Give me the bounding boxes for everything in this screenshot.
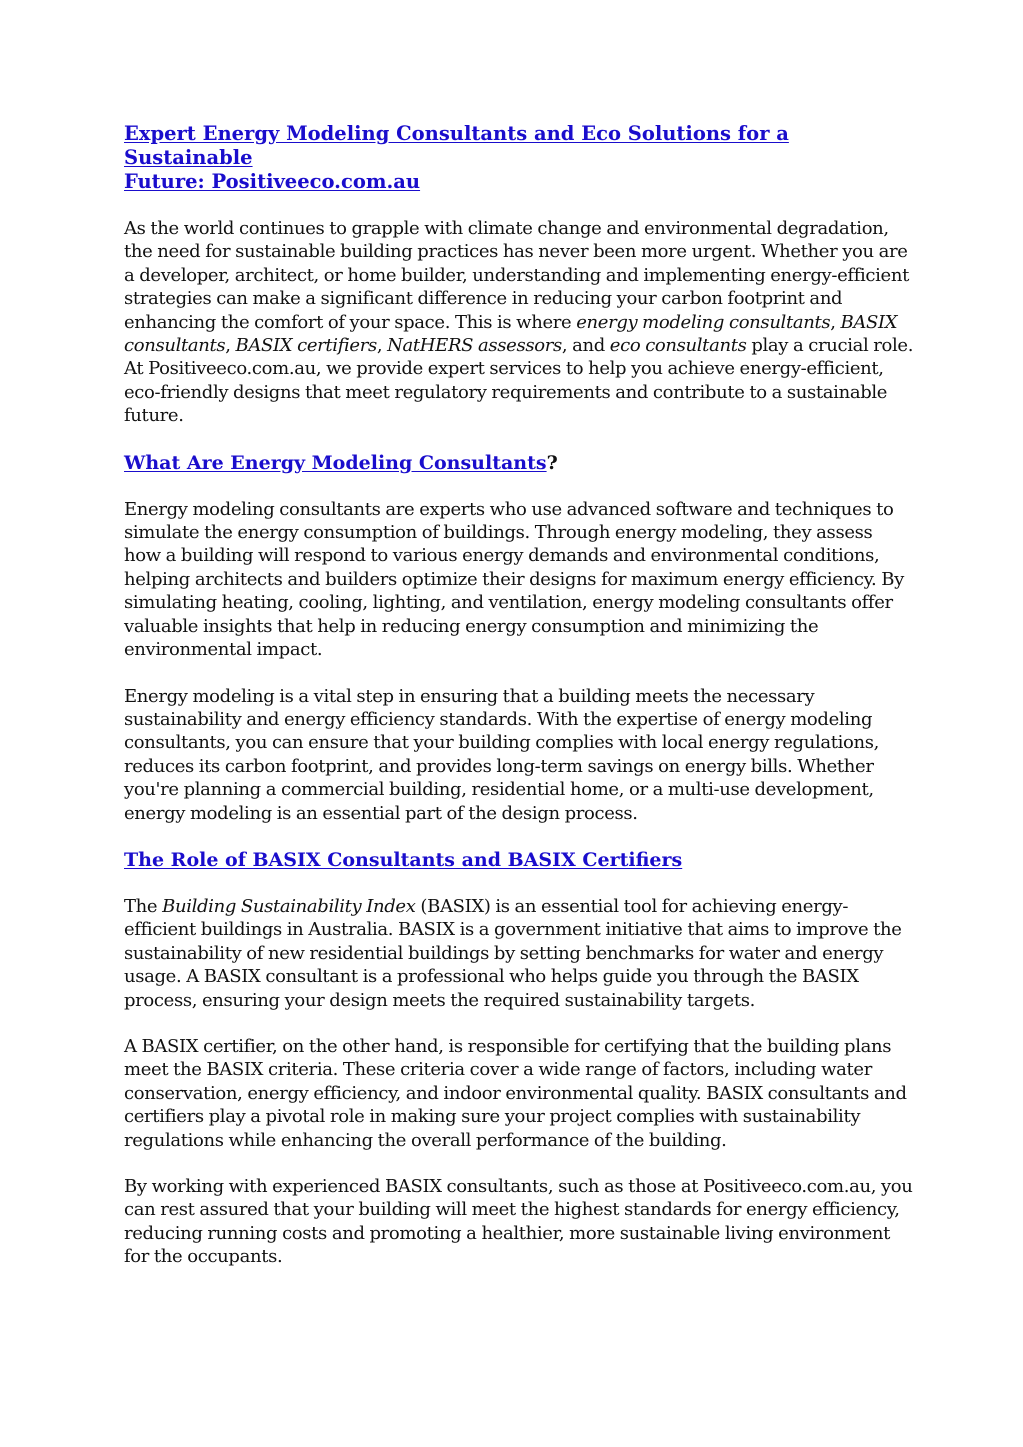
document-title (124, 122, 914, 194)
section-heading-energy-modeling (124, 451, 914, 475)
intro-emphasis: eco consultants (609, 335, 747, 357)
energy-modeling-paragraph-1: Energy modeling consultants are experts who use advanced software and techniques to simulate the energy consumption of buildings. Through energy modeling, they assess how a building will respond to various energy demands and environmental conditions, helping architects and builders optimize their designs for maximum energy efficiency. By simulating heating, cooling, lighting, and ventilation, energy modeling consultants offer valuable insights that help in reducing energy consumption and minimizing the environmental impact. (124, 498, 904, 661)
section-heading-basix (124, 848, 914, 872)
basix-emphasis: Building Sustainability Index (162, 895, 416, 917)
basix-paragraph-1 (124, 895, 914, 1012)
basix-paragraph-2: A BASIX certifier, on the other hand, is responsible for certifying that the building plans meet the BASIX criteria. These criteria cover a wide range of factors, including water conservation, energy efficiency, and indoor environmental quality. BASIX consultants and certifiers play a pivotal role in making sure your project complies with sustainability regulations while enhancing the overall performance of the building. (124, 1035, 907, 1151)
heading-suffix: ? (546, 451, 558, 474)
intro-separator: , (376, 335, 388, 357)
intro-emphasis: BASIX certifiers (235, 335, 377, 357)
intro-separator: , (830, 311, 841, 333)
intro-separator: , and (561, 335, 610, 357)
intro-text: As the world continues to grapple with climate change and environmental degradation, the need for sustainable building practices has never been more urgent. Whether you are a developer, architect, or home builder, understanding and implementing energy-efficient strategies can make a significant difference in reducing your carbon footprint and enhancing the comfort of your space. This is where (124, 218, 909, 333)
intro-emphasis: energy modeling consultants (576, 311, 831, 333)
title-link[interactable] (124, 122, 789, 193)
intro-paragraph (124, 217, 914, 428)
energy-modeling-paragraph-2: Energy modeling is a vital step in ensuring that a building meets the necessary sustainability and energy efficiency standards. With the expertise of energy modeling consultants, you can ensure that your building complies with local energy regulations, reduces its carbon footprint, and provides long-term savings on energy bills. Whether you're planning a commercial building, residential home, or a multi-use development, energy modeling is an essential part of the design process. (124, 685, 880, 824)
intro-text: play a crucial role. At Positiveeco.com.au, we provide expert services to help you achieve energy-efficient, eco-friendly designs that meet regulatory requirements and contribute to a sustainable future. (124, 335, 914, 427)
document-page (124, 122, 914, 1269)
intro-emphasis: NatHERS assessors (387, 335, 562, 357)
intro-separator: , (225, 335, 236, 357)
basix-text: (BASIX) is an essential tool for achieving energy-efficient buildings in Australia. BASIX is a government initiative that aims to improve the sustainability of new residential buildings by setting benchmarks for water and energy usage. A BASIX consultant is a professional who helps guide you through the BASIX process, ensuring your design meets the required sustainability targets. (124, 895, 902, 1011)
intro-emphasis: BASIX consultants (124, 311, 898, 357)
title-line-1: Expert Energy Modeling Consultants and Eco Solutions for a Sustainable (124, 122, 789, 169)
title-line-2: Future: Positiveeco.com.au (124, 170, 421, 193)
basix-text: The (124, 895, 163, 917)
basix-paragraph-3: By working with experienced BASIX consultants, such as those at Positiveeco.com.au, you can rest assured that your building will meet the highest standards for energy efficiency, reducing running costs and promoting a healthier, more sustainable living environment for the occupants. (124, 1176, 913, 1268)
basix-role-link[interactable]: The Role of BASIX Consultants and BASIX Certifiers (124, 848, 683, 871)
energy-modeling-consultants-link[interactable]: What Are Energy Modeling Consultants (124, 451, 547, 474)
